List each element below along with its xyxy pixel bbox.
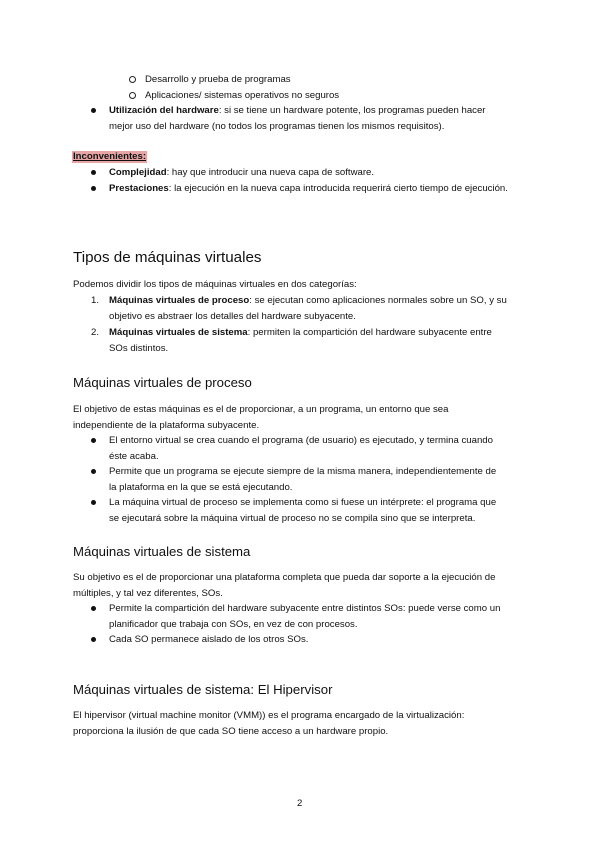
list-item-text: : si se tiene un hardware potente, los programas pueden hacer (218, 105, 486, 116)
list-item-text: : se ejecutan como aplicaciones normales sobre un SO, y su (249, 295, 507, 306)
list-item-continuation: objetivo es abstraer los detalles del hardware subyacente. (109, 311, 356, 322)
list-item-continuation: planificador que trabaja con SOs, en vez de con procesos. (109, 619, 358, 630)
page-number: 2 (297, 798, 303, 809)
term: Máquinas virtuales de sistema (109, 327, 248, 338)
list-item-continuation: la plataforma en la que se está ejecutando. (109, 482, 293, 493)
paragraph: proporciona la ilusión de que cada SO tiene acceso a un hardware propio. (73, 726, 389, 737)
bullet-icon (91, 170, 96, 175)
bullet-icon (91, 438, 96, 443)
paragraph: independiente de la plataforma subyacente. (73, 420, 260, 431)
term: Complejidad (109, 167, 167, 178)
paragraph: Podemos dividir los tipos de máquinas virtuales en dos categorías: (73, 279, 357, 290)
list-item-continuation: mejor uso del hardware (no todos los programas tienen los mismos requisitos). (109, 121, 445, 132)
hollow-bullet-icon (129, 92, 136, 99)
list-item: Permite que un programa se ejecute siempre de la misma manera, independientemente de (109, 466, 497, 477)
list-item: Permite la compartición del hardware subyacente entre distintos SOs: puede verse como un (109, 603, 501, 614)
bullet-icon (91, 500, 96, 505)
bullet-icon (91, 108, 96, 113)
inconvenientes-heading: Inconvenientes: (73, 151, 147, 162)
bullet-icon (91, 606, 96, 611)
list-number: 1. (91, 295, 100, 306)
paragraph: El hipervisor (virtual machine monitor (VMM)) es el programa encargado de la virtualización: (73, 710, 465, 721)
section-title: Tipos de máquinas virtuales (73, 249, 262, 266)
list-item-text: : hay que introducir una nueva capa de software. (166, 167, 375, 178)
paragraph: Su objetivo es el de proporcionar una plataforma completa que pueda dar soporte a la ejecución de (73, 572, 496, 583)
list-item: La máquina virtual de proceso se implementa como si fuese un intérprete: el programa que (109, 497, 497, 508)
section-title: Máquinas virtuales de proceso (73, 375, 252, 390)
list-item: El entorno virtual se crea cuando el programa (de usuario) es ejecutado, y termina cuando (109, 435, 493, 446)
list-item: Cada SO permanece aislado de los otros SOs. (109, 634, 309, 645)
list-item-text: : la ejecución en la nueva capa introducida requerirá cierto tiempo de ejecución. (168, 183, 508, 194)
term: Máquinas virtuales de proceso (109, 295, 250, 306)
term: Prestaciones (109, 183, 169, 194)
list-item (109, 166, 374, 179)
sub-list-item: Desarrollo y prueba de programas (145, 74, 291, 85)
list-item-continuation: SOs distintos. (109, 343, 169, 354)
paragraph: El objetivo de estas máquinas es el de proporcionar, a un programa, un entorno que sea (73, 404, 449, 415)
hollow-bullet-icon (129, 76, 136, 83)
list-item (109, 104, 486, 117)
list-item-continuation: se ejecutará sobre la máquina virtual de proceso no se compila sino que se interpreta. (109, 513, 476, 524)
numbered-item (109, 294, 507, 307)
sub-list-item: Aplicaciones/ sistemas operativos no seguros (145, 90, 340, 101)
list-item-continuation: éste acaba. (109, 451, 159, 462)
paragraph: múltiples, y tal vez diferentes, SOs. (73, 588, 223, 599)
section-title: Máquinas virtuales de sistema (73, 544, 251, 559)
bullet-icon (91, 186, 96, 191)
list-item (109, 182, 508, 195)
bullet-icon (91, 637, 96, 642)
bullet-icon (91, 469, 96, 474)
list-number: 2. (91, 327, 100, 338)
term: Utilización del hardware (109, 105, 219, 116)
section-title: Máquinas virtuales de sistema: El Hipervisor (73, 682, 333, 697)
numbered-item (109, 326, 492, 339)
list-item-text: : permiten la compartición del hardware subyacente entre (247, 327, 492, 338)
